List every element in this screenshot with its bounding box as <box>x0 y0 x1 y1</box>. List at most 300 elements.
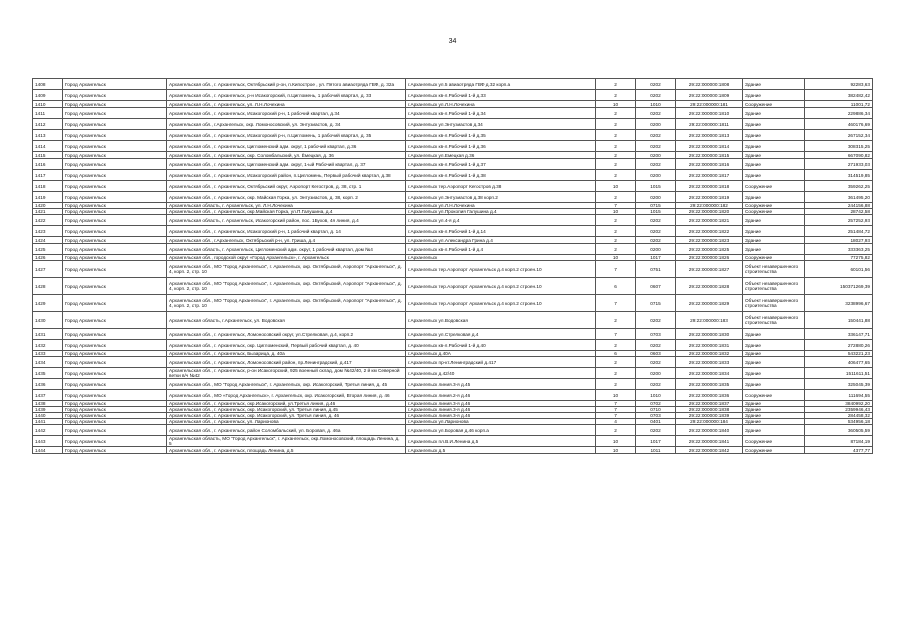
owner-name-cell: Город Архангельск <box>63 141 167 152</box>
table-row <box>33 192 873 203</box>
full-address-cell: Архангельская обл., г. Архангельск, Цигломенский адм. округ, 1-ый Рабочий квартал, д. 37 <box>167 159 406 170</box>
object-type-cell: Здание <box>743 379 805 390</box>
full-address-cell: Архангельская область, МО "Город Архангельск", г. Архангельск, окр.Ломоносовский, площадь Ленина, д. 5 <box>167 436 406 447</box>
cadastral-number-cell: 29:22:000000:1829 <box>676 295 743 312</box>
row-number-cell: 1415 <box>33 152 63 159</box>
category-code-cell: 1010 <box>636 101 676 108</box>
cadastral-value-cell: 534956,18 <box>805 419 873 425</box>
table-row <box>33 159 873 170</box>
row-number-cell: 1443 <box>33 436 63 447</box>
owner-name-cell: Город Архангельск <box>63 79 167 90</box>
row-number-cell: 1418 <box>33 181 63 192</box>
row-number-cell: 1424 <box>33 237 63 244</box>
category-code-cell: 0200 <box>636 244 676 255</box>
cadastral-number-cell: 29:22:000000:1817 <box>676 170 743 181</box>
short-address-cell: г.Архангельск тер.Аэропорт Кегостров д.38 <box>406 181 596 192</box>
owner-name-cell: Город Архангельск <box>63 209 167 215</box>
table-row <box>33 152 873 159</box>
table-row <box>33 436 873 447</box>
category-code-cell: 1015 <box>636 209 676 215</box>
object-type-cell: Сооружение <box>743 203 805 209</box>
table-row <box>33 447 873 454</box>
row-number-cell: 1437 <box>33 390 63 401</box>
cadastral-number-cell: 29:22:000000:1814 <box>676 141 743 152</box>
object-type-cell: Здание <box>743 79 805 90</box>
cadastral-value-cell: 284458,32 <box>805 413 873 419</box>
category-code-cell: 0202 <box>636 159 676 170</box>
full-address-cell: Архангельская обл., г. Архангельск, окр. Исакогорский, ул. Третья линия, д. 46 <box>167 413 406 419</box>
object-type-cell: Здание <box>743 244 805 255</box>
cadastral-value-cell: 87184,19 <box>805 436 873 447</box>
short-address-cell: г.Архангельск ул.Л.Н.Лочехина <box>406 101 596 108</box>
category-number-cell: 7 <box>596 295 636 312</box>
cadastral-number-cell: 29:22:000000:1816 <box>676 159 743 170</box>
short-address-cell: г.Архангельск ул.4-я д.4 <box>406 215 596 226</box>
owner-name-cell: Город Архангельск <box>63 278 167 295</box>
owner-name-cell: Город Архангельск <box>63 261 167 278</box>
category-number-cell: 2 <box>596 379 636 390</box>
short-address-cell: г.Архангельск ул.Боровая д.46 корп.а <box>406 425 596 436</box>
cadastral-value-cell: 244156,88 <box>805 203 873 209</box>
owner-name-cell: Город Архангельск <box>63 407 167 413</box>
table-row <box>33 278 873 295</box>
cadastral-value-cell: 28742,58 <box>805 209 873 215</box>
owner-name-cell: Город Архангельск <box>63 436 167 447</box>
object-type-cell: Сооружение <box>743 101 805 108</box>
object-type-cell: Здание <box>743 407 805 413</box>
owner-name-cell: Город Архангельск <box>63 108 167 119</box>
row-number-cell: 1436 <box>33 379 63 390</box>
category-number-cell: 2 <box>596 244 636 255</box>
full-address-cell: Архангельская обл., г. Архангельск, Исакогорский р-н, 1 рабочий квартал, д. 14 <box>167 226 406 237</box>
object-type-cell: Сооружение <box>743 447 805 454</box>
category-code-cell: 0202 <box>636 141 676 152</box>
full-address-cell: Архангельская обл., г. Архангельск, Исакогорский район, п.Цигломень, Первый рабочий квартал, д.38 <box>167 170 406 181</box>
row-number-cell: 1412 <box>33 119 63 130</box>
object-type-cell: Здание <box>743 413 805 419</box>
short-address-cell: г.Архангельск кв-л.Рабочий 1-й д.37 <box>406 159 596 170</box>
category-code-cell: 0200 <box>636 170 676 181</box>
full-address-cell: Архангельская обл., г. Архангельск, окр.Исакогорский, ул.Третья линия, д.46 <box>167 401 406 407</box>
category-number-cell: 4 <box>596 419 636 425</box>
short-address-cell: г.Архангельск пл.В.И.Ленина д.5 <box>406 436 596 447</box>
cadastral-value-cell: 60101,56 <box>805 261 873 278</box>
cadastral-value-cell: 150371269,39 <box>805 278 873 295</box>
cadastral-value-cell: 272880,26 <box>805 340 873 351</box>
category-number-cell: 7 <box>596 203 636 209</box>
category-number-cell: 2 <box>596 152 636 159</box>
cadastral-number-cell: 29:22:000000:183 <box>676 312 743 329</box>
cadastral-value-cell: 257252,93 <box>805 215 873 226</box>
category-code-cell: 0710 <box>636 407 676 413</box>
category-code-cell: 0751 <box>636 261 676 278</box>
short-address-cell: г.Архангельск кв-л.Рабочий 1-й д.36 <box>406 141 596 152</box>
row-number-cell: 1431 <box>33 329 63 340</box>
short-address-cell: г.Архангельск линия.2-я д.46 <box>406 390 596 401</box>
object-type-cell: Сооружение <box>743 390 805 401</box>
category-code-cell: 0202 <box>636 340 676 351</box>
category-number-cell: 7 <box>596 401 636 407</box>
owner-name-cell: Город Архангельск <box>63 447 167 454</box>
row-number-cell: 1430 <box>33 312 63 329</box>
short-address-cell: г.Архангельск кв-л.Рабочий 1-й д.38 <box>406 170 596 181</box>
cadastral-value-cell: 3840992,20 <box>805 401 873 407</box>
cadastral-number-cell: 29:22:000000:1821 <box>676 215 743 226</box>
category-number-cell: 2 <box>596 130 636 141</box>
table-row <box>33 226 873 237</box>
object-type-cell: Здание <box>743 357 805 368</box>
category-code-cell: 0202 <box>636 130 676 141</box>
category-number-cell: 2 <box>596 357 636 368</box>
object-type-cell: Здание <box>743 368 805 379</box>
table-row <box>33 295 873 312</box>
short-address-cell: г.Архангельск кв-л.Рабочий 1-й д.4 <box>406 244 596 255</box>
row-number-cell: 1416 <box>33 159 63 170</box>
category-code-cell: 0715 <box>636 203 676 209</box>
category-number-cell: 7 <box>596 407 636 413</box>
short-address-cell: г.Архангельск кв-л.Рабочий 1-й д.40 <box>406 340 596 351</box>
short-address-cell: г.Архангельск кв-л.Рабочий 1-й д.33 <box>406 90 596 101</box>
category-number-cell: 10 <box>596 209 636 215</box>
cadastral-value-cell: 336147,71 <box>805 329 873 340</box>
full-address-cell: Архангельская обл., г. Архангельск, р-н Исакогорский, п.Цигломень, 1 рабочий квартал, д. 33 <box>167 90 406 101</box>
cadastral-value-cell: 2359946,43 <box>805 407 873 413</box>
category-code-cell: 0715 <box>636 295 676 312</box>
full-address-cell: Архангельская обл., МО "Город Архангельск", г. Архангельск, окр. Октябрьский, Аэропорт "Архангельск", д. 4, корп. 2, стр. 10 <box>167 261 406 278</box>
category-number-cell: 2 <box>596 159 636 170</box>
category-code-cell: 0202 <box>636 90 676 101</box>
category-number-cell: 10 <box>596 181 636 192</box>
full-address-cell: Архангельская обл., г. Архангельск, ул. Ларионова <box>167 419 406 425</box>
category-number-cell: 6 <box>596 351 636 357</box>
cadastral-number-cell: 29:22:000000:1820 <box>676 209 743 215</box>
object-type-cell: Сооружение <box>743 181 805 192</box>
object-type-cell: Сооружение <box>743 436 805 447</box>
cadastral-value-cell: 360505,59 <box>805 425 873 436</box>
full-address-cell: Архангельская обл., г. Архангельск, окр. Соломбальский, ул. Ёмецкая, д. 36 <box>167 152 406 159</box>
short-address-cell: г.Архангельск ул.Емецкая д.36 <box>406 152 596 159</box>
short-address-cell: г.Архангельск линия.3-я д.46 <box>406 401 596 407</box>
cadastral-number-cell: 29:22:000000:1813 <box>676 130 743 141</box>
row-number-cell: 1420 <box>33 203 63 209</box>
row-number-cell: 1427 <box>33 261 63 278</box>
short-address-cell: г.Архангельск тер.Аэропорт Архангельск д.4 корп.2 строен.10 <box>406 295 596 312</box>
cadastral-number-cell: 29:22:000000:1811 <box>676 119 743 130</box>
category-code-cell: 1011 <box>636 447 676 454</box>
object-type-cell: Здание <box>743 170 805 181</box>
table-row <box>33 90 873 101</box>
category-number-cell: 10 <box>596 390 636 401</box>
row-number-cell: 1425 <box>33 244 63 255</box>
table-row <box>33 119 873 130</box>
category-number-cell: 7 <box>596 413 636 419</box>
full-address-cell: Архангельская обл., МО "Город Архангельск", г. Архангельск, окр. Октябрьский, Аэропорт "Архангельск", д. 4, корп. 2, стр. 10 <box>167 278 406 295</box>
category-number-cell: 2 <box>596 108 636 119</box>
row-number-cell: 1441 <box>33 419 63 425</box>
short-address-cell: г.Архангельск линия.3-я д.46 <box>406 407 596 413</box>
cadastral-number-cell: 29:22:000000:1837 <box>676 401 743 407</box>
row-number-cell: 1417 <box>33 170 63 181</box>
category-number-cell: 2 <box>596 425 636 436</box>
category-number-cell: 10 <box>596 436 636 447</box>
object-type-cell: Здание <box>743 425 805 436</box>
owner-name-cell: Город Архангельск <box>63 340 167 351</box>
object-type-cell: Здание <box>743 329 805 340</box>
cadastral-value-cell: 333363,25 <box>805 244 873 255</box>
object-type-cell: Здание <box>743 130 805 141</box>
category-number-cell: 2 <box>596 90 636 101</box>
category-code-cell: 0200 <box>636 152 676 159</box>
cadastral-number-cell: 29:22:000000:1842 <box>676 447 743 454</box>
table-row <box>33 425 873 436</box>
row-number-cell: 1413 <box>33 130 63 141</box>
table-row <box>33 237 873 244</box>
category-code-cell: 1015 <box>636 181 676 192</box>
full-address-cell: Архангельская обл., г. Архангельск, окр. Майская Горка, ул. Энтузиастов, д. 38, корп. 2 <box>167 192 406 203</box>
object-type-cell: Сооружение <box>743 255 805 261</box>
row-number-cell: 1438 <box>33 401 63 407</box>
cadastral-number-cell: 29:22:000000:1825 <box>676 244 743 255</box>
owner-name-cell: Город Архангельск <box>63 255 167 261</box>
table-row <box>33 130 873 141</box>
table-row <box>33 368 873 379</box>
object-type-cell: Сооружение <box>743 209 805 215</box>
short-address-cell: г.Архангельск <box>406 255 596 261</box>
short-address-cell: г.Архангельск ул.Стрелковая д.4 <box>406 329 596 340</box>
category-number-cell: 2 <box>596 215 636 226</box>
owner-name-cell: Город Архангельск <box>63 192 167 203</box>
category-number-cell: 2 <box>596 368 636 379</box>
object-type-cell: Здание <box>743 226 805 237</box>
owner-name-cell: Город Архангельск <box>63 152 167 159</box>
owner-name-cell: Город Архангельск <box>63 215 167 226</box>
owner-name-cell: Город Архангельск <box>63 401 167 407</box>
cadastral-value-cell: 251484,72 <box>805 226 873 237</box>
full-address-cell: Архангельская обл., г. Архангельск, ул. Л.Н.Лочехина <box>167 101 406 108</box>
registry-table <box>32 78 873 454</box>
category-code-cell: 0607 <box>636 278 676 295</box>
cadastral-value-cell: 150441,88 <box>805 312 873 329</box>
row-number-cell: 1409 <box>33 90 63 101</box>
owner-name-cell: Город Архангельск <box>63 237 167 244</box>
cadastral-number-cell: 29:22:000000:1835 <box>676 379 743 390</box>
full-address-cell: Архангельская область, г.Архангельск, ул. Водовская <box>167 312 406 329</box>
owner-name-cell: Город Архангельск <box>63 351 167 357</box>
full-address-cell: Архангельская обл., г. Архангельск, площадь Ленина, д.5 <box>167 447 406 454</box>
short-address-cell: г.Архангельск кв-л.Рабочий 1-й д.14 <box>406 226 596 237</box>
full-address-cell: Архангельская обл., г. Архангельск, Исакогорский р-н, 1 рабочий квартал, д.34 <box>167 108 406 119</box>
cadastral-value-cell: 3238996,67 <box>805 295 873 312</box>
owner-name-cell: Город Архангельск <box>63 203 167 209</box>
cadastral-number-cell: 29:22:000000:1819 <box>676 192 743 203</box>
table-body <box>33 79 873 454</box>
cadastral-number-cell: 29:22:000000:1841 <box>676 436 743 447</box>
cadastral-value-cell: 325045,39 <box>805 379 873 390</box>
object-type-cell: Здание <box>743 419 805 425</box>
table-row <box>33 312 873 329</box>
cadastral-value-cell: 361495,20 <box>805 192 873 203</box>
object-type-cell: Здание <box>743 401 805 407</box>
full-address-cell: Архангельская обл., г. Архангельск, Бызарица, д. 40а <box>167 351 406 357</box>
cadastral-number-cell: 29:22:000000:181 <box>676 101 743 108</box>
category-code-cell: 1017 <box>636 255 676 261</box>
owner-name-cell: Город Архангельск <box>63 226 167 237</box>
category-code-cell: 0202 <box>636 215 676 226</box>
row-number-cell: 1432 <box>33 340 63 351</box>
category-number-cell: 10 <box>596 447 636 454</box>
row-number-cell: 1434 <box>33 357 63 368</box>
category-code-cell: 0200 <box>636 119 676 130</box>
category-number-cell: 10 <box>596 101 636 108</box>
cadastral-number-cell: 29:22:000000:1828 <box>676 278 743 295</box>
table-row <box>33 357 873 368</box>
cadastral-number-cell: 29:22:000000:1833 <box>676 357 743 368</box>
category-number-cell: 6 <box>596 278 636 295</box>
owner-name-cell: Город Архангельск <box>63 181 167 192</box>
short-address-cell: г.Архангельск д.42/40 <box>406 368 596 379</box>
cadastral-value-cell: 92283,63 <box>805 79 873 90</box>
table-row <box>33 261 873 278</box>
table-row <box>33 79 873 90</box>
category-code-cell: 0603 <box>636 351 676 357</box>
cadastral-value-cell: 359262,25 <box>805 181 873 192</box>
full-address-cell: Архангельская обл., г. Архангельск, окр. Цигломенский, Первый рабочий квартал, д. 40 <box>167 340 406 351</box>
category-number-cell: 2 <box>596 237 636 244</box>
full-address-cell: Архангельская область, г. Архангельск, Цигломенский адм. округ, 1 рабочий квартал, дом №4 <box>167 244 406 255</box>
cadastral-number-cell: 29:22:000000:1840 <box>676 425 743 436</box>
short-address-cell: г.Архангельск д.5 <box>406 447 596 454</box>
object-type-cell: Здание <box>743 90 805 101</box>
cadastral-number-cell: 29:22:000000:1839 <box>676 413 743 419</box>
category-number-cell: 7 <box>596 329 636 340</box>
table-row <box>33 244 873 255</box>
cadastral-number-cell: 29:22:000000:1838 <box>676 407 743 413</box>
cadastral-number-cell: 29:22:000000:1827 <box>676 261 743 278</box>
object-type-cell: Объект незавершенного строительства <box>743 278 805 295</box>
owner-name-cell: Город Архангельск <box>63 368 167 379</box>
row-number-cell: 1423 <box>33 226 63 237</box>
full-address-cell: Архангельская обл., г. Архангельск, р-он Исакогорский, 925 военный склад, дом №42/40, 2 й км Северной ветки в/ч №42 <box>167 368 406 379</box>
full-address-cell: Архангельская обл., г. Архангельск, окр. Исакогорский, ул. Третья линия, д.45 <box>167 407 406 413</box>
page-number: 34 <box>448 38 457 45</box>
category-number-cell: 10 <box>596 255 636 261</box>
full-address-cell: Архангельская обл., городской округ «Город Архангельск», г. Архангельск <box>167 255 406 261</box>
category-number-cell: 7 <box>596 261 636 278</box>
full-address-cell: Архангельская обл., г.Архангельск, Октябрьский р-н, ул. Гриша, д.4 <box>167 237 406 244</box>
table-row <box>33 390 873 401</box>
category-code-cell: 0202 <box>636 379 676 390</box>
short-address-cell: г.Архангельск ул.Энтузиастов д.38 корп.2 <box>406 192 596 203</box>
object-type-cell: Объект незавершенного строительства <box>743 312 805 329</box>
full-address-cell: Архангельская область, г. Архангельск, Исакогорский район, пос. 1Бухов, 4я линия, д.4 <box>167 215 406 226</box>
short-address-cell: г.Архангельск линия.3-я д.46 <box>406 413 596 419</box>
full-address-cell: Архангельская обл., МО «Город Архангельск», г. Архангельск, окр. Исакогорский, Вторая линия, д. 46 <box>167 390 406 401</box>
row-number-cell: 1435 <box>33 368 63 379</box>
object-type-cell: Здание <box>743 215 805 226</box>
short-address-cell: г.Архангельск ул.Ларионова <box>406 419 596 425</box>
short-address-cell: г.Архангельск кв-л.Рабочий 1-й д.34 <box>406 108 596 119</box>
owner-name-cell: Город Архангельск <box>63 390 167 401</box>
cadastral-number-cell: 29:22:000000:1818 <box>676 181 743 192</box>
short-address-cell: г.Архангельск пр-кт.Ленинградский д.417 <box>406 357 596 368</box>
cadastral-number-cell: 29:22:000000:182 <box>676 203 743 209</box>
table-row <box>33 340 873 351</box>
category-code-cell: 0202 <box>636 237 676 244</box>
cadastral-value-cell: 271933,03 <box>805 159 873 170</box>
cadastral-number-cell: 29:22:000000:184 <box>676 419 743 425</box>
full-address-cell: Архангельская обл., МО "Город Архангельск", г. Архангельск, окр. Исакогорский, Третья линия, д. 45 <box>167 379 406 390</box>
full-address-cell: Архангельская обл., г. Архангельск, окр.Майская Горка, ул.П.Галушина, д.4 <box>167 209 406 215</box>
short-address-cell: г.Архангельск тер.Аэропорт Архангельск д.4 корп.2 строен.10 <box>406 278 596 295</box>
row-number-cell: 1433 <box>33 351 63 357</box>
category-code-cell: 0202 <box>636 108 676 119</box>
row-number-cell: 1414 <box>33 141 63 152</box>
row-number-cell: 1408 <box>33 79 63 90</box>
table-row <box>33 181 873 192</box>
full-address-cell: Архангельская обл., г. Архангельск, Октябрьский р-он, п.Кипострое , ул. Пятого авиаотряда ГВФ, д. 32а <box>167 79 406 90</box>
short-address-cell: г.Архангельск ул.Л.Н.Лочехина <box>406 203 596 209</box>
cadastral-value-cell: 11001,72 <box>805 101 873 108</box>
cadastral-number-cell: 29:22:000000:1822 <box>676 226 743 237</box>
cadastral-value-cell: 18027,93 <box>805 237 873 244</box>
object-type-cell: Здание <box>743 351 805 357</box>
row-number-cell: 1440 <box>33 413 63 419</box>
cadastral-value-cell: 267152,34 <box>805 130 873 141</box>
row-number-cell: 1419 <box>33 192 63 203</box>
cadastral-value-cell: 406477,65 <box>805 357 873 368</box>
owner-name-cell: Город Архангельск <box>63 329 167 340</box>
full-address-cell: Архангельская область, г. Архангельск, ул. Л.Н.Лочехина <box>167 203 406 209</box>
object-type-cell: Здание <box>743 159 805 170</box>
short-address-cell: г.Архангельск ул.Энтузиастов д.34 <box>406 119 596 130</box>
category-number-cell: 2 <box>596 192 636 203</box>
owner-name-cell: Город Архангельск <box>63 90 167 101</box>
full-address-cell: Архангельская обл., г. Архангельск, Цигломенский адм. округ, 1 рабочий квартал, д.36 <box>167 141 406 152</box>
owner-name-cell: Город Архангельск <box>63 312 167 329</box>
owner-name-cell: Город Архангельск <box>63 413 167 419</box>
cadastral-value-cell: 111694,55 <box>805 390 873 401</box>
cadastral-value-cell: 314519,85 <box>805 170 873 181</box>
owner-name-cell: Город Архангельск <box>63 244 167 255</box>
cadastral-value-cell: 229886,34 <box>805 108 873 119</box>
object-type-cell: Здание <box>743 141 805 152</box>
short-address-cell: г.Архангельск ул.Александра Грина д.4 <box>406 237 596 244</box>
table-row <box>33 215 873 226</box>
owner-name-cell: Город Архангельск <box>63 357 167 368</box>
owner-name-cell: Город Архангельск <box>63 159 167 170</box>
category-code-cell: 0200 <box>636 368 676 379</box>
object-type-cell: Здание <box>743 108 805 119</box>
full-address-cell: Архангельская обл., г. Архангельск, Исакогорский р-н, п.Цигломень, 1 рабочий квартал, д. 35 <box>167 130 406 141</box>
owner-name-cell: Город Архангельск <box>63 119 167 130</box>
full-address-cell: Архангельская обл., г. Архангельск, Ломоносовский район, пр.Ленинградский, д.417 <box>167 357 406 368</box>
category-number-cell: 2 <box>596 79 636 90</box>
category-number-cell: 2 <box>596 340 636 351</box>
cadastral-number-cell: 29:22:000000:1834 <box>676 368 743 379</box>
cadastral-value-cell: 308315,25 <box>805 141 873 152</box>
cadastral-number-cell: 29:22:000000:1808 <box>676 79 743 90</box>
category-number-cell: 2 <box>596 141 636 152</box>
row-number-cell: 1428 <box>33 278 63 295</box>
short-address-cell: г.Архангельск ул.5 авиаотряда ГВФ д.32 корп.а <box>406 79 596 90</box>
category-code-cell: 0401 <box>636 419 676 425</box>
full-address-cell: Архангельская обл., г. Архангельск, район Соломбальский, ул. Боровая, д. 46а <box>167 425 406 436</box>
row-number-cell: 1410 <box>33 101 63 108</box>
cadastral-value-cell: 667090,82 <box>805 152 873 159</box>
row-number-cell: 1422 <box>33 215 63 226</box>
owner-name-cell: Город Архангельск <box>63 425 167 436</box>
cadastral-number-cell: 29:22:000000:1836 <box>676 390 743 401</box>
